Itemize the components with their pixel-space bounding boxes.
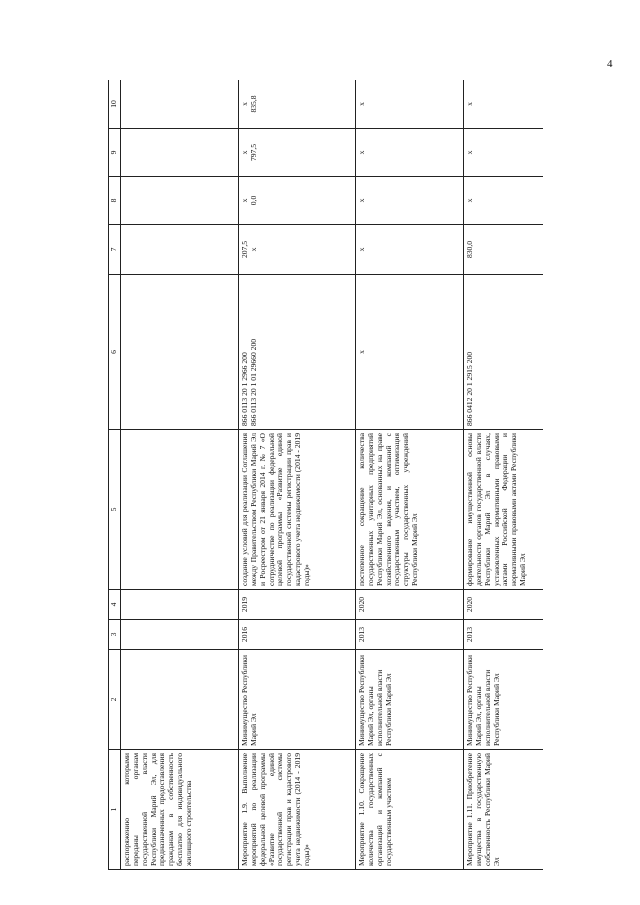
value-col-10: x [355,80,463,129]
header-col-7: 7 [109,225,121,275]
value-col-7 [238,225,355,275]
budget-code-line: 866 0113 20 1 2966 200 [239,352,249,426]
header-col-6: 6 [109,275,121,430]
measure-name: распоряжению которыми переданы органам государственной власти Республики Марий Эл, для предназначенных предоставления гражданам в собственность бесплатно для индивидуального жилищного строительства [120,750,238,870]
end-year: 2020 [463,590,543,620]
start-year: 2013 [355,620,463,650]
start-year: 2016 [238,620,355,650]
executor: Минимущество Республики Марий Эл, органы исполнительной власти Республики Марий Эл [463,650,543,750]
value-col-10 [120,80,238,129]
rotated-table-viewport [108,80,543,870]
table-row [120,80,238,870]
value-col-10: x [463,80,543,129]
value-col-7: 830,0 [463,225,543,275]
table-row [238,80,355,870]
value-col-8: x [355,177,463,225]
end-year: 2020 [355,590,463,620]
value-col-8 [238,177,355,225]
value-line: x [239,102,249,106]
header-col-1: 1 [109,750,121,870]
value-col-9: x [463,129,543,177]
budget-code-line: 866 0113 20 1 01 29660 200 [248,338,258,426]
executor: Минимущество Республики Марий Эл, органы исполнительной власти Республики Марий Эл [355,650,463,750]
value-col-7 [120,225,238,275]
value-line: x [239,198,249,203]
header-col-9: 9 [109,129,121,177]
value-line: 207,5 [239,240,249,259]
rotated-landscape-page [108,80,543,870]
expected-result [120,430,238,590]
measure-name: Мероприятие 1.11. Приобретение имущества в государственную собственность Республики Марий Эл [463,750,543,870]
header-col-3: 3 [109,620,121,650]
start-year [120,620,238,650]
page-number: 4 [607,58,613,70]
budget-code [238,275,355,430]
budget-code: x [355,275,463,430]
end-year [120,590,238,620]
header-col-5: 5 [109,430,121,590]
value-col-9 [238,129,355,177]
value-line: x [248,247,258,252]
value-line: x [239,150,249,155]
header-row [109,80,121,870]
executor: Минимущество Республики Марий Эл [238,650,355,750]
expected-result: постепенное сокращение количества государственных унитарных предприятий Республики Марий Эл, основанных на праве хозяйственного ведения, и компаний с государственным участием, оптимизация структуры государственных учреждений Республики Марий Эл [355,430,463,590]
value-col-9: x [355,129,463,177]
measures-table [108,80,543,870]
value-line: 835,8 [248,95,258,113]
value-col-10 [238,80,355,129]
value-line: 797,5 [248,143,258,162]
value-col-8: x [463,177,543,225]
header-col-4: 4 [109,590,121,620]
value-col-7: x [355,225,463,275]
header-col-8: 8 [109,177,121,225]
budget-code [120,275,238,430]
value-col-8 [120,177,238,225]
value-line: 0,0 [248,195,258,206]
measure-name: Мероприятие 1.10. Сокращение количества государственных организаций и компаний с государственным участием [355,750,463,870]
measure-name: Мероприятие 1.9. Выполнение мероприятий по реализации федеральной целевой программы «Развитие единой государственной системы регистрации прав и кадастрового учета недвижимости (2014 - 2019 годы)» [238,750,355,870]
end-year: 2019 [238,590,355,620]
executor [120,650,238,750]
header-col-10: 10 [109,80,121,129]
expected-result: формирование имущественной основы деятельности органов государственной власти Республики Марий Эл в случаях, установленных нормативными правовыми актами Российской Федерации и нормативными правовыми актами Республики Марий Эл [463,430,543,590]
expected-result: создание условий для реализации Соглашения между Правительством Республики Марий Эл и Росреестром от 21 января 2014 г. № 7 «О сотрудничестве по реализации федеральной целевой программы «Развитие единой государственной системы регистрации прав и кадастрового учета недвижимости (2014 - 2019 годы)» [238,430,355,590]
budget-code: 866 0412 20 1 2915 200 [463,275,543,430]
header-col-2: 2 [109,650,121,750]
table-row [463,80,543,870]
value-col-9 [120,129,238,177]
start-year: 2013 [463,620,543,650]
table-row [355,80,463,870]
